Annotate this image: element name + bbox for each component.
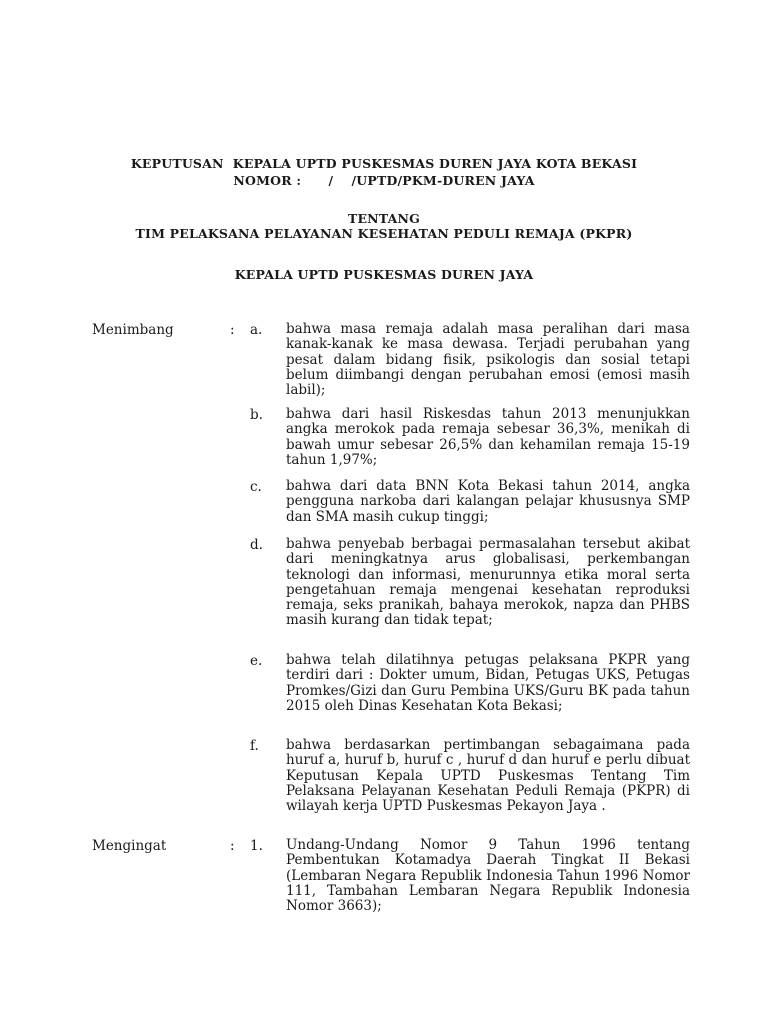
item-marker: b.	[250, 407, 263, 423]
menimbang-label: Menimbang	[92, 322, 174, 338]
decree-subject: TIM PELAKSANA PELAYANAN KESEHATAN PEDULI REMAJA (PKPR)	[135, 226, 633, 241]
tentang-heading: TENTANG	[347, 211, 421, 226]
item-marker: 1.	[250, 838, 263, 854]
consideration-text: bahwa dari hasil Riskesdas tahun 2013 menunjukkan angka merokok pada remaja sebesar 36,3%, menikah di bawah umur sebesar 26,5% dan kehamilan remaja 15-19 tahun 1,97%;	[286, 406, 690, 468]
consideration-text: bahwa telah dilatihnya petugas pelaksana PKPR yang terdiri dari : Dokter umum, Bidan, Petugas UKS, Petugas Promkes/Gizi dan Guru Pembina UKS/Guru BK pada tahun 2015 oleh Dinas Kesehatan Kota Bekasi;	[286, 652, 690, 714]
item-marker: a.	[250, 322, 263, 338]
legal-basis-text: Undang-Undang Nomor 9 Tahun 1996 tentang Pembentukan Kotamadya Daerah Tingkat II Bekasi (Lembaran Negara Republik Indonesia Tahun 1996 Nomor 111, Tambahan Lembaran Negara Republik Indonesia Nomor 3663);	[286, 837, 690, 915]
consideration-text: bahwa masa remaja adalah masa peralihan dari masa kanak-kanak ke masa dewasa. Terjadi perubahan yang pesat dalam bidang fisik, psikologis dan sosial tetapi belum diimbangi dengan perubahan emosi (emosi masih labil);	[286, 321, 690, 399]
mengingat-colon: :	[230, 838, 235, 854]
decree-title: KEPUTUSAN KEPALA UPTD PUSKESMAS DUREN JAYA KOTA BEKASI	[130, 156, 638, 171]
item-marker: e.	[250, 653, 263, 669]
item-marker: d.	[250, 537, 263, 553]
consideration-text: bahwa berdasarkan pertimbangan sebagaimana pada huruf a, huruf b, huruf c , huruf d dan huruf e perlu dibuat Keputusan Kepala UPTD Puskesmas Tentang Tim Pelaksana Pelayanan Kesehatan Peduli Remaja (PKPR) di wilayah kerja UPTD Puskesmas Pekayon Jaya .	[286, 737, 690, 815]
item-marker: c.	[250, 479, 262, 495]
mengingat-label: Mengingat	[92, 838, 167, 854]
consideration-text: bahwa dari data BNN Kota Bekasi tahun 2014, angka pengguna narkoba dari kalangan pelajar khususnya SMP dan SMA masih cukup tinggi;	[286, 478, 690, 525]
decree-number: NOMOR : / /UPTD/PKM-DUREN JAYA	[233, 173, 535, 188]
menimbang-colon: :	[230, 322, 235, 338]
consideration-text: bahwa penyebab berbagai permasalahan tersebut akibat dari meningkatnya arus globalisasi, perkembangan teknologi dan informasi, menurunnya etika moral serta pengetahuan remaja mengenai kesehatan reproduksi remaja, seks pranikah, bahaya merokok, napza dan PHBS masih kurang dan tidak tepat;	[286, 536, 690, 629]
item-marker: f.	[250, 738, 259, 754]
official-title: KEPALA UPTD PUSKESMAS DUREN JAYA	[234, 267, 534, 282]
